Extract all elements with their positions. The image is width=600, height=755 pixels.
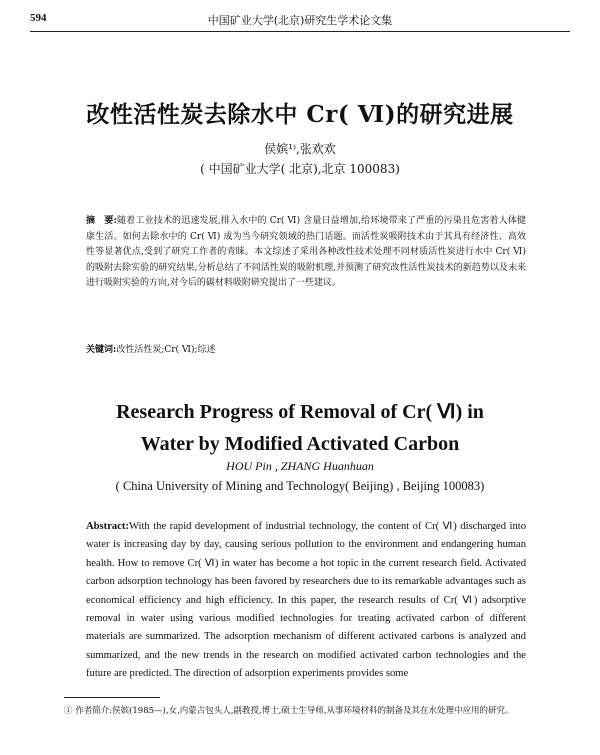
chinese-affiliation: ( 中国矿业大学( 北京),北京 100083): [200, 162, 400, 176]
english-title-line-2: Water by Modified Activated Carbon: [140, 433, 460, 455]
english-affiliation: ( China University of Mining and Technology( Beijing) , Beijing 100083): [115, 479, 485, 493]
chinese-keywords: [86, 343, 526, 357]
chinese-abstract: [86, 214, 526, 292]
english-title-line-1: Research Progress of Removal of Cr( Ⅵ) in: [116, 401, 484, 423]
english-abstract-text: With the rapid development of industrial technology, the content of Cr( Ⅵ) discharged into water is increasing day by day, causing serious pollution to the environment and endangering human health. How to remove Cr( Ⅵ) in water has become a hot topic in the current research field. Activated carbon adsorption technology has been favored by researchers due to its remarkable advantages such as economical efficiency and high efficiency. In this paper, the research results of Cr( Ⅵ) adsorptive removal in water using various modified technologies for treating activated carbon of different materials are summarized. The adsorption mechanism of different activated carbons is analyzed and summarized, and the new trends in the research on modified activated carbon technologies and the future are predicted. The direction of adsorption experiments provides some: [86, 521, 526, 680]
chinese-authors: 侯嫔¹⁾,张欢欢: [264, 142, 336, 156]
chinese-abstract-text: 随着工业技术的迅速发展,排入水中的 Cr( Ⅵ) 含量日益增加,给环境带来了严重的污染且危害着人体健康生活。如何去除水中的 Cr( Ⅵ) 成为当今研究领域的热门话题。而活性炭吸附技术由于其具有经济性、高效性等显著优点,受到了研究工作者的青睐。本文综述了采用各种改性技术处理不同材质活性炭进行水中 Cr( Ⅵ)的吸附去除实验的研究结果,分析总结了不同活性炭的吸附机理,并预测了研究改性活性炭技术的新趋势以及未来进行吸附实验的方向,对今后的碳材料吸附研究提出了一些建议。: [86, 216, 526, 289]
english-authors: HOU Pin , ZHANG Huanhuan: [226, 459, 374, 473]
journal-name: 中国矿业大学(北京)研究生学术论文集: [207, 14, 393, 27]
footnote-rule: [64, 697, 160, 698]
running-head: [30, 12, 570, 30]
english-abstract-label: Abstract:: [86, 521, 129, 532]
english-title: [0, 396, 600, 460]
chinese-abstract-label: 摘 要:: [86, 216, 117, 226]
author-footnote: ① 作者简介:侯嫔(1985—),女,内蒙古包头人,副教授,博士,硕士生导师,从事环境材料的制备及其在水处理中应用的研究。: [64, 706, 514, 716]
header-rule: [30, 31, 570, 32]
chinese-title: 改性活性炭去除水中 Cr( Ⅵ)的研究进展: [86, 101, 514, 128]
chinese-keywords-text: 改性活性炭;Cr( Ⅵ);综述: [116, 345, 216, 355]
english-abstract: [86, 518, 526, 684]
page-number: 594: [30, 12, 47, 24]
chinese-keywords-label: 关键词:: [86, 345, 117, 355]
